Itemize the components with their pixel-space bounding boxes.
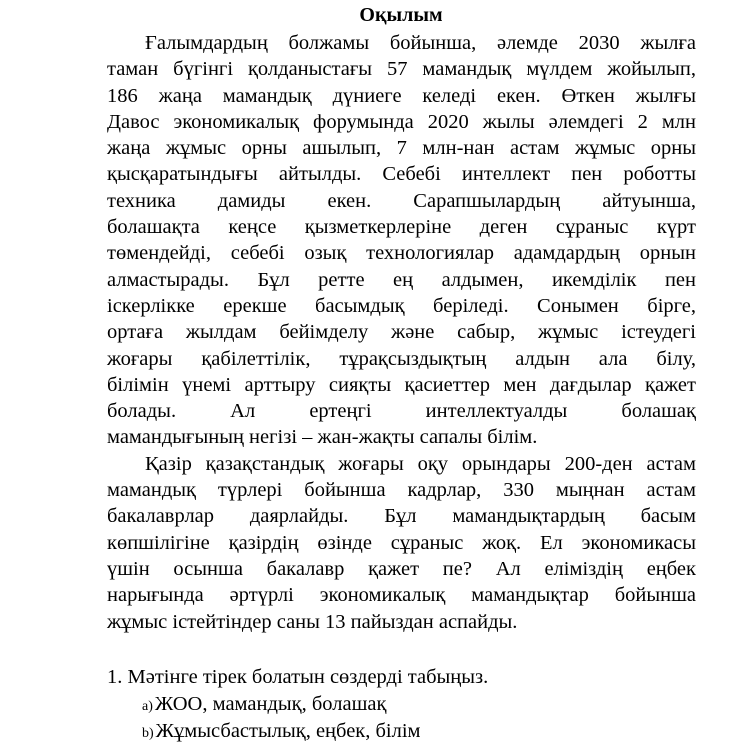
paragraph-1-line: ортаға жылдам бейімделу және сабыр, жұмыс істеудегі	[107, 321, 696, 344]
answer-option-b[interactable]	[142, 718, 702, 745]
paragraph-2-line: Қазір қазақстандық жоғары оқу орындары 200-ден астам	[145, 452, 696, 475]
paragraph-1-line: таман бүгінгі қолданыстағы 57 мамандық мүлдем жойылып,	[107, 58, 696, 81]
paragraph-1-line: болады. Ал ертеңгі интеллектуалды болашақ	[107, 400, 696, 423]
paragraph-1-line: болашақта кеңсе қызметкерлеріне деген сұраныс күрт	[107, 216, 696, 239]
paragraph-1-line: 186 жаңа мамандық дүниеге келеді екен. Өткен жылғы	[107, 84, 696, 107]
paragraph-1-line: жоғары қабілеттілік, тұрақсыздықтың алдын ала білу,	[107, 347, 696, 370]
paragraph-1-line: төмендейді, себебі озық технологиялар адамдардың орнын	[107, 242, 696, 265]
option-text: ЖОО, мамандық, болашақ	[154, 693, 387, 715]
paragraph-2-line: мамандық түрлері бойынша кадрлар, 330 мыңнан астам	[107, 479, 696, 502]
answer-options	[142, 691, 702, 744]
page-title: Оқылым	[359, 4, 443, 26]
paragraph-1-line: Ғалымдардың болжамы бойынша, әлемде 2030 жылға	[145, 32, 696, 54]
answer-option-a[interactable]	[142, 691, 702, 718]
option-marker: a)	[142, 699, 153, 714]
paragraph-2-line: нарығында әртүрлі экономикалық мамандықтар бойынша	[107, 584, 696, 607]
paragraph-2-line: жұмыс істейтіндер саны 13 пайыздан аспайды.	[107, 610, 518, 633]
paragraph-1-line: қысқаратындығы айтылды. Себебі интеллект пен роботты	[107, 163, 696, 186]
paragraph-2-line: бакалаврлар даярлайды. Бұл мамандықтардың басым	[107, 505, 696, 528]
paragraph-1-line: іскерлікке ерекше басымдық беріледі. Сонымен бірге,	[107, 294, 696, 317]
reading-text	[107, 30, 696, 635]
paragraph-1-line: техника дамиды екен. Сарапшылардың айтуынша,	[107, 189, 696, 212]
paragraph-1-line: мамандығының негізі – жан-жақты сапалы білім.	[107, 426, 538, 449]
paragraph-1-line: білімін үнемі арттыру сияқты қасиеттер мен дағдылар қажет	[107, 373, 696, 396]
option-text: Жұмысбастылық, еңбек, білім	[155, 719, 421, 742]
paragraph-2-line: көпшілігіне қазірдің өзінде сұраныс жоқ. Ел экономикасы	[107, 531, 696, 554]
paragraph-2-line: үшін осынша бакалавр қажет пе? Ал еліміздің еңбек	[107, 557, 696, 580]
paragraph-1-line: Давос экономикалық форумында 2020 жылы әлемдегі 2 млн	[107, 110, 696, 133]
option-marker: b)	[142, 725, 154, 741]
paragraph-1-line: жаңа жұмыс орны ашылып, 7 млн-нан астам жұмыс орны	[107, 137, 696, 160]
question-1: 1. Мәтінге тірек болатын сөздерді табыңыз.	[107, 666, 489, 688]
paragraph-1-line: алмастырады. Бұл ретте ең алдымен, икемділік пен	[107, 268, 696, 291]
